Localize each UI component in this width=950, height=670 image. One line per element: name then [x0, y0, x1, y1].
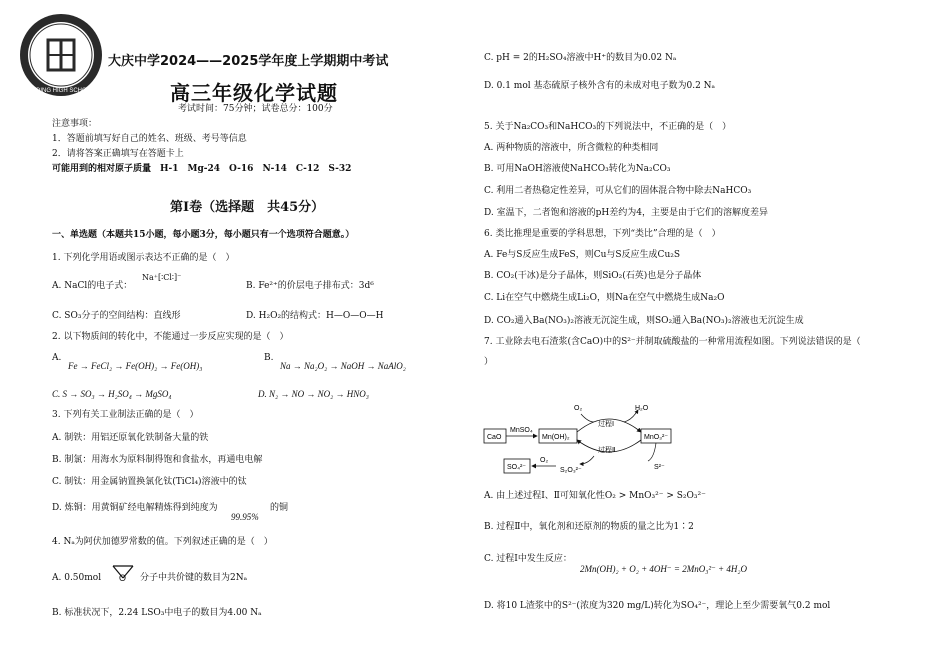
so4-label: SO₄²⁻ — [507, 464, 526, 471]
q2-option-b: Na → Na₂O₂ → NaOH → NaAlO₂ — [280, 361, 406, 371]
mnoh2-label: Mn(OH)₂ — [542, 434, 570, 441]
q7-option-a: A. 由上述过程Ⅰ、Ⅱ可知氧化性O₂ > MnO₃²⁻ > S₂O₃²⁻ — [484, 491, 706, 501]
time-info: 考试时间：75分钟；试卷总分：100分 — [178, 104, 333, 114]
q1-option-c: C. SO₃分子的空间结构：直线形 — [52, 311, 181, 321]
q6-option-b: B. CO₂(干冰)是分子晶体，则SiO₂(石英)也是分子晶体 — [484, 271, 702, 281]
q1-stem: 1. 下列化学用语或图示表达不正确的是（ ） — [52, 253, 235, 263]
q3-option-d-value: 99.95% — [231, 512, 259, 522]
s2o3-label: S₂O₃²⁻ — [560, 467, 582, 474]
q4-option-a-end: 分子中共价键的数目为2Nₐ — [140, 573, 248, 583]
q3-stem: 3. 下列有关工业制法正确的是（ ） — [52, 410, 199, 420]
q5-option-b: B. 可用NaOH溶液使NaHCO₃转化为Na₂CO₃ — [484, 164, 671, 174]
q3-option-c: C. 制钛：用金属钠置换氯化钛(TiCl₄)溶液中的钛 — [52, 477, 247, 487]
svg-text:O: O — [119, 573, 127, 582]
q2-option-a-label: A. — [52, 353, 62, 363]
o2-top-label: O₂ — [574, 405, 583, 412]
q4-option-a: A. 0.50mol — [52, 573, 102, 583]
q4-option-d: D. 0.1 mol 基态硫原子核外含有的未成对电子数为0.2 Nₐ — [484, 81, 716, 91]
q6-option-d: D. CO₂通入Ba(NO₃)₂溶液无沉淀生成，则SO₂通入Ba(NO₃)₂溶液也无沉淀生成 — [484, 316, 804, 326]
process-2-label: 过程Ⅱ — [598, 447, 616, 454]
mno3-label: MnO₃²⁻ — [644, 434, 669, 441]
q7-option-d: D. 将10 L渣浆中的S²⁻(浓度为320 mg/L)转化为SO₄²⁻，理论上至少需要氧气0.2 mol — [484, 601, 831, 611]
mnso4-label: MnSO₄ — [510, 427, 533, 434]
atomic-masses: 可能用到的相对原子质量 H-1 Mg-24 O-16 N-14 C-12 S-32 — [52, 164, 352, 174]
q3-option-a: A. 制铁：用铝还原氧化铁制备大量的铁 — [52, 433, 209, 443]
q5-option-c: C. 利用二者热稳定性差异，可从它们的固体混合物中除去NaHCO₃ — [484, 186, 752, 196]
q3-option-b: B. 制氯：用海水为原料制得饱和食盐水，再通电电解 — [52, 455, 263, 465]
q2-option-a: Fe → FeCl₂ → Fe(OH)₂ → Fe(OH)₃ — [68, 361, 203, 371]
q7-stem-line-2: ） — [484, 357, 494, 367]
q7-stem-line-1: 7. 工业除去电石渣浆(含CaO)中的S²⁻并制取硫酸盐的一种常用流程如图。下列说法错误的是（ — [484, 337, 861, 347]
process-flow-diagram — [482, 398, 702, 476]
q2-option-d: D. N₂ → NO → NO₂ → HNO₃ — [258, 389, 369, 399]
s2-minus-label: S²⁻ — [654, 464, 665, 471]
q1-option-a: A. NaCl的电子式： — [52, 281, 133, 291]
cao-label: CaO — [487, 434, 502, 441]
q4-option-c: C. pH = 2的H₂SO₄溶液中H⁺的数目为0.02 Nₐ — [484, 53, 677, 63]
q3-option-d-end: 的铜 — [270, 503, 289, 513]
q3-option-d: D. 炼铜：用黄铜矿经电解精炼得到纯度为 — [52, 503, 218, 513]
epoxide-structure-icon — [110, 562, 136, 582]
notice-heading: 注意事项： — [52, 119, 98, 129]
q4-option-b: B. 标准状况下，2.24 LSO₃中电子的数目为4.00 Nₐ — [52, 608, 262, 618]
q5-option-a: A. 两种物质的溶液中，所含微粒的种类相同 — [484, 143, 659, 153]
q7-option-c: C. 过程Ⅰ中发生反应： — [484, 554, 572, 564]
q2-stem: 2. 以下物质间的转化中，不能通过一步反应实现的是（ ） — [52, 332, 289, 342]
q7-option-b: B. 过程Ⅱ中，氧化剂和还原剂的物质的量之比为1∶2 — [484, 522, 694, 532]
process-1-label: 过程Ⅰ — [598, 421, 615, 428]
o2-bottom-label: O₂ — [540, 457, 549, 464]
q6-stem: 6. 类比推理是重要的学科思想，下列“类比”合理的是（ ） — [484, 229, 721, 239]
exam-title: 高三年级化学试题 — [170, 81, 338, 105]
school-seal — [18, 12, 104, 98]
q1-option-b: B. Fe²⁺的价层电子排布式：3d⁶ — [246, 281, 374, 291]
q2-option-c: C. S → SO₃ → H₂SO₄ → MgSO₄ — [52, 389, 172, 399]
q2-option-b-label: B. — [264, 353, 274, 363]
q5-option-d: D. 室温下，二者饱和溶液的pH差约为4，主要是由于它们的溶解度差异 — [484, 208, 768, 218]
q5-stem: 5. 关于Na₂CO₃和NaHCO₃的下列说法中，不正确的是（ ） — [484, 122, 732, 132]
q7-option-c-equation: 2Mn(OH)₂ + O₂ + 4OH⁻ = 2MnO₃²⁻ + 4H₂O — [580, 564, 747, 574]
notice-item-1: 1．答题前填写好自己的姓名、班级、考号等信息 — [52, 134, 247, 144]
school-title: 大庆中学2024——2025学年度上学期期中考试 — [108, 54, 389, 69]
notice-item-2: 2．请将答案正确填写在答题卡上 — [52, 149, 184, 159]
section-title: 第Ⅰ卷（选择题 共45分） — [170, 200, 325, 215]
section-subtitle: 一、单选题（本题共15小题，每小题3分，每小题只有一个选项符合题意。） — [52, 230, 355, 240]
q6-option-c: C. Li在空气中燃烧生成Li₂O，则Na在空气中燃烧生成Na₂O — [484, 293, 725, 303]
seal-text: DAQING HIGH SCHOOL — [27, 88, 95, 94]
q4-stem: 4. Nₐ为阿伏加德罗常数的值。下列叙述正确的是（ ） — [52, 537, 273, 547]
h2o-label: H₂O — [635, 405, 649, 412]
q1-option-d: D. H₂O₂的结构式：H—O—O—H — [246, 311, 384, 321]
q6-option-a: A. Fe与S反应生成FeS，则Cu与S反应生成Cu₂S — [484, 250, 681, 260]
q1-option-a-formula: Na⁺[∶Cl∶]⁻ — [142, 273, 182, 282]
